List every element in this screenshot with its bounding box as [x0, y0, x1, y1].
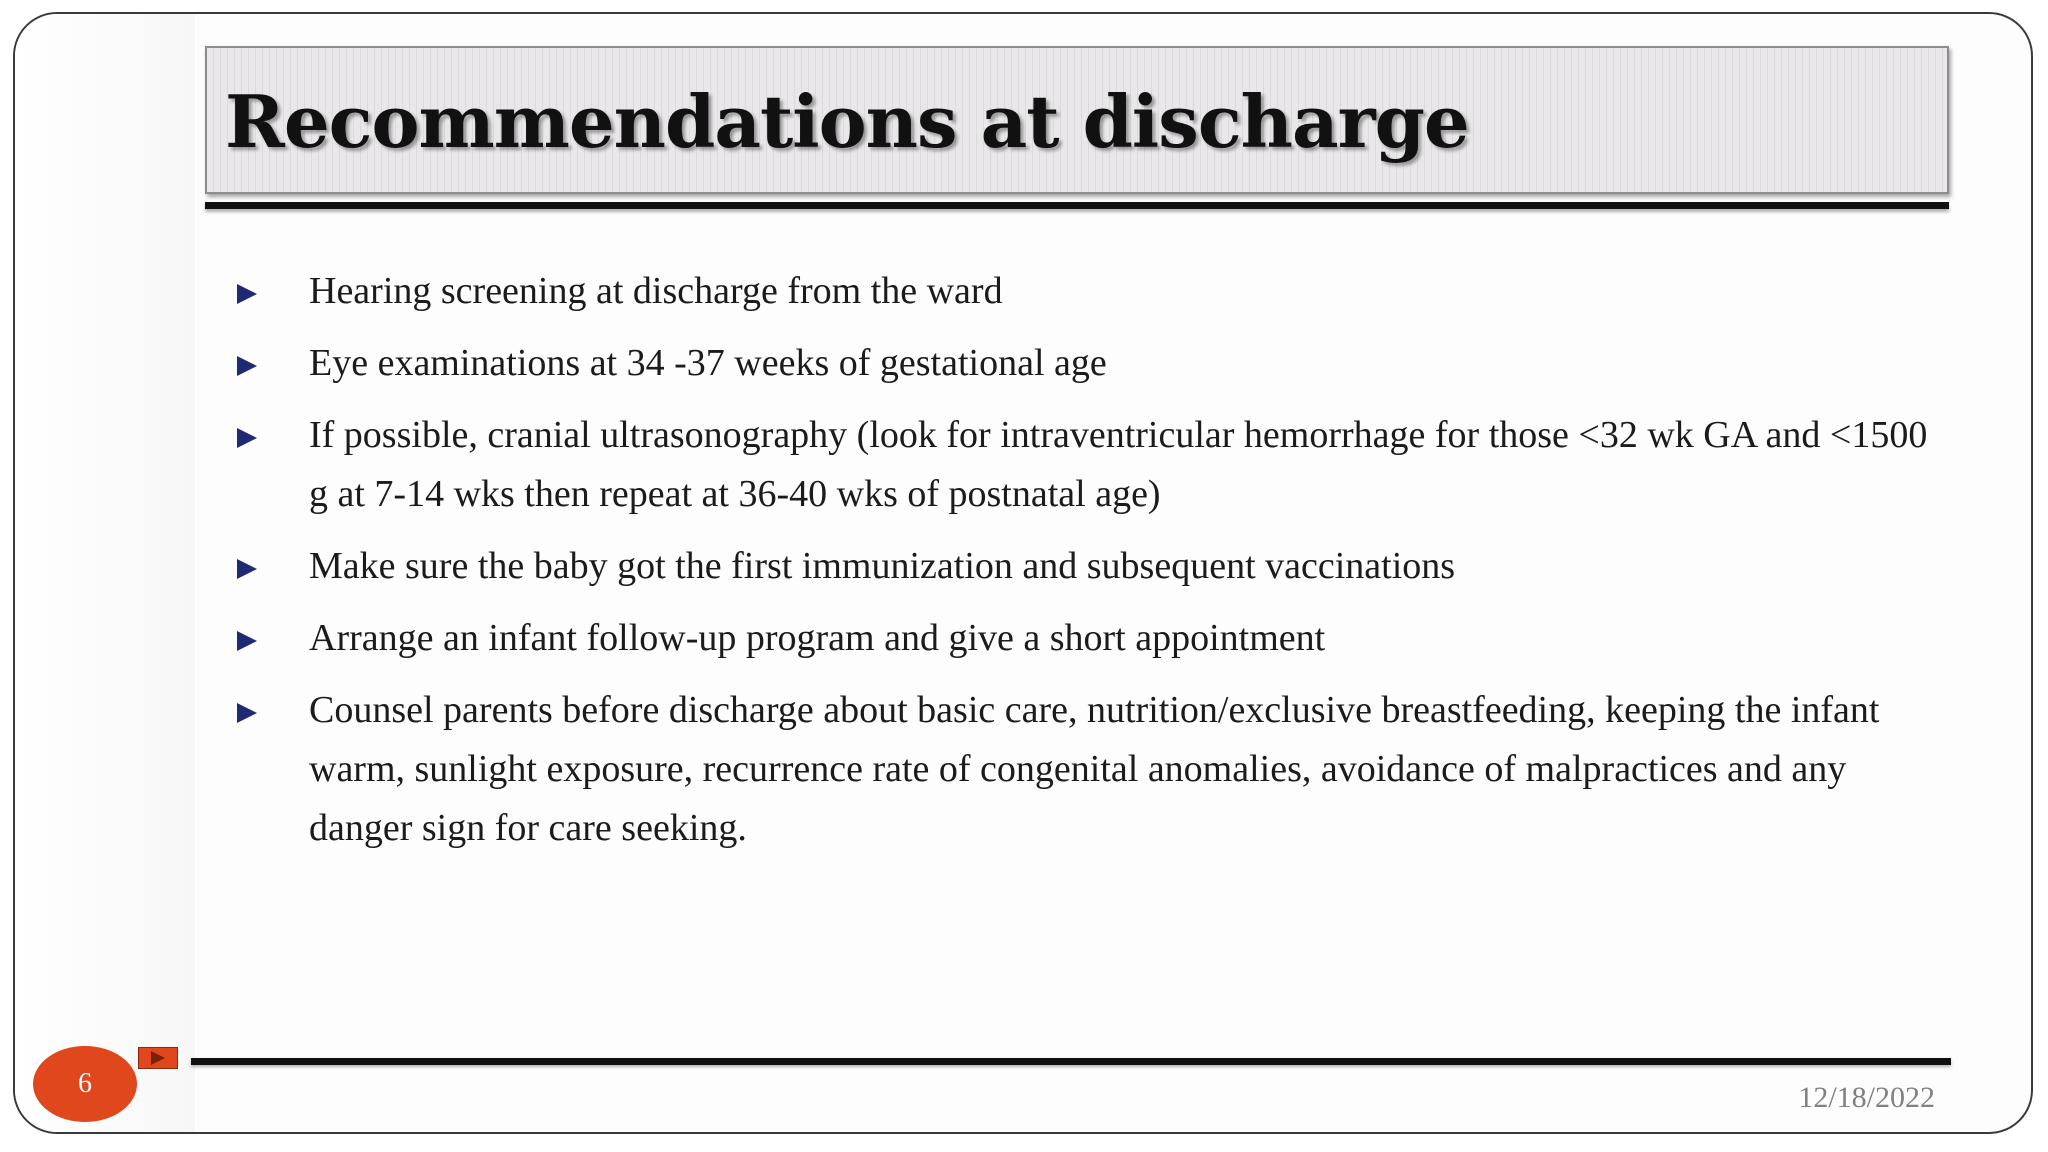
- triangle-right-icon: [237, 703, 257, 723]
- title-underline: [205, 202, 1949, 209]
- slide-left-band: [15, 14, 195, 1132]
- bullet-item: [223, 609, 1953, 668]
- bullet-item: [223, 406, 1953, 524]
- triangle-right-icon: [237, 631, 257, 651]
- page-number-badge: 6: [33, 1046, 137, 1122]
- bullet-text: Make sure the baby got the first immunization and subsequent vaccinations: [309, 545, 1456, 587]
- bullet-text: Arrange an infant follow-up program and give a short appointment: [309, 617, 1326, 659]
- slide: [13, 12, 2033, 1134]
- bullet-text: Hearing screening at discharge from the ward: [309, 270, 1003, 312]
- bullet-text: Eye examinations at 34 -37 weeks of gestational age: [309, 342, 1107, 384]
- triangle-right-icon: [237, 559, 257, 579]
- bullet-item: [223, 537, 1953, 596]
- triangle-right-icon: [237, 356, 257, 376]
- footer-marker: [138, 1047, 178, 1069]
- bullet-text: Counsel parents before discharge about basic care, nutrition/exclusive breastfeeding, keeping the infant warm, sunlight exposure, recurrence rate of congenital anomalies, avoidance of malpractices and any danger sign for care seeking.: [309, 689, 1880, 849]
- triangle-right-icon: [237, 284, 257, 304]
- title-banner: [205, 46, 1949, 194]
- bullet-list: [223, 262, 1953, 871]
- play-arrow-icon: [151, 1051, 165, 1065]
- bullet-text: If possible, cranial ultrasonography (look for intraventricular hemorrhage for those <32 wk GA and <1500 g at 7-14 wks then repeat at 36-40 wks of postnatal age): [309, 414, 1928, 515]
- bullet-item: [223, 681, 1953, 858]
- bullet-item: [223, 262, 1953, 321]
- bullet-item: [223, 334, 1953, 393]
- footer-rule: [191, 1058, 1951, 1065]
- slide-date: 12/18/2022: [1798, 1081, 1935, 1114]
- triangle-right-icon: [237, 428, 257, 448]
- slide-title: Recommendations at discharge: [225, 79, 1469, 164]
